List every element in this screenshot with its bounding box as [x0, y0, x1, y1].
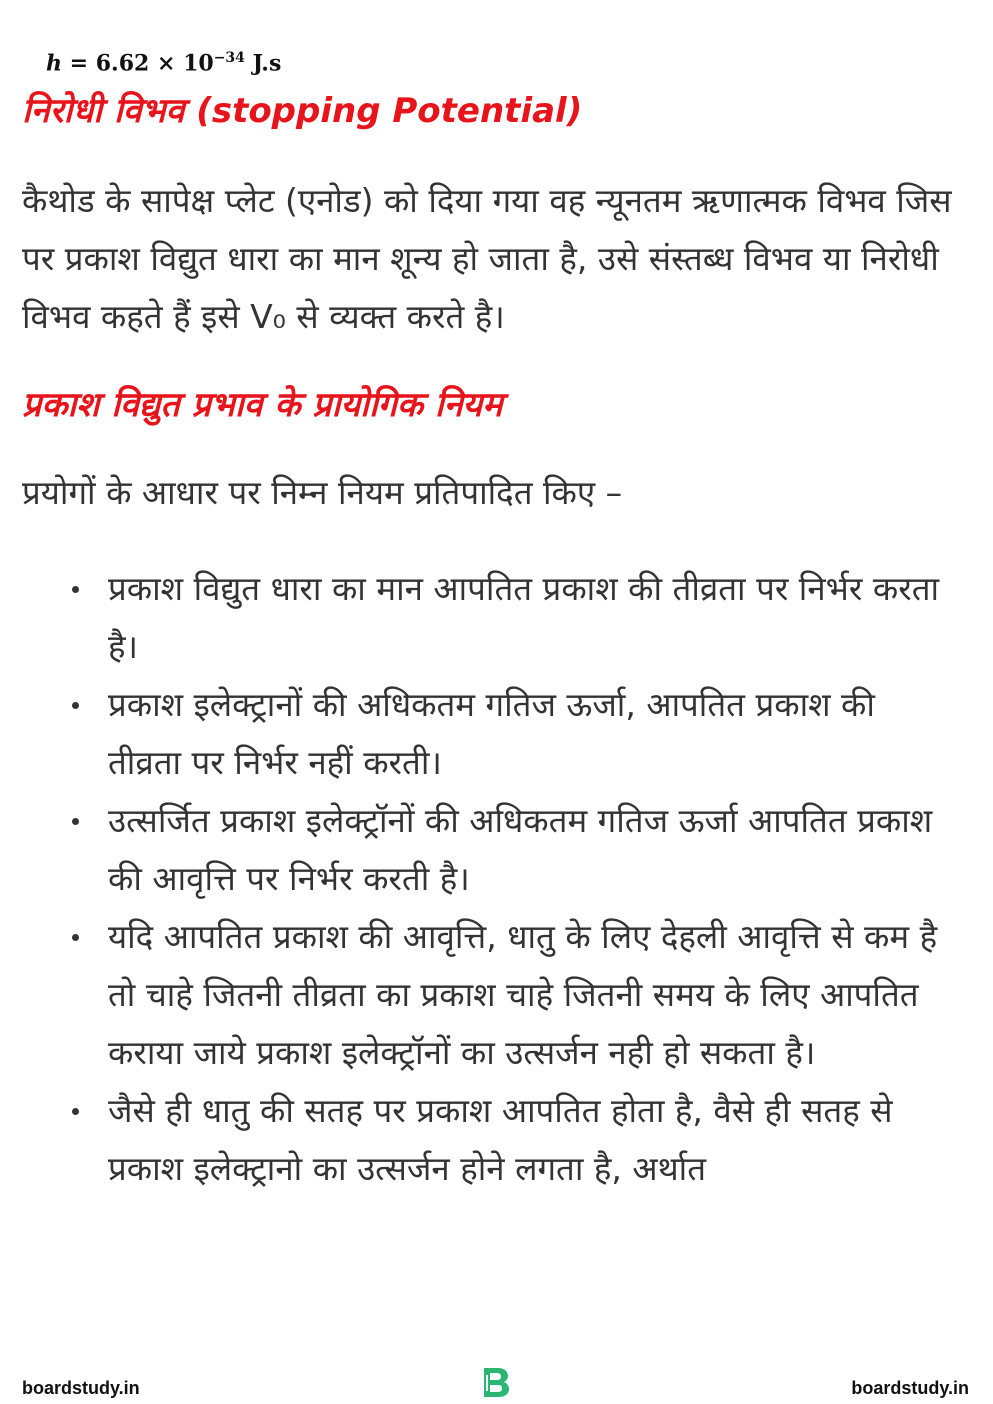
list-item	[0, 676, 948, 792]
experimental-laws-intro: प्रयोगों के आधार पर निम्न नियम प्रतिपादित किए –	[22, 473, 623, 512]
formula-variable: h	[46, 50, 62, 77]
boardstudy-logo-icon	[481, 1366, 511, 1398]
list-item-text: उत्सर्जित प्रकाश इलेक्ट्रॉनों की अधिकतम गतिज ऊर्जा आपतित प्रकाश की आवृत्ति पर निर्भर करती है।	[108, 801, 933, 898]
list-item	[0, 792, 948, 908]
formula-unit: J.s	[244, 50, 282, 77]
stopping-potential-heading: निरोधी विभव (stopping Potential)	[22, 91, 583, 131]
formula-exponent: −34	[213, 50, 245, 66]
list-item-text: यदि आपतित प्रकाश की आवृत्ति, धातु के लिए देहली आवृत्ति से कम है तो चाहे जितनी तीव्रता का प्रकाश चाहे जितनी समय के लिए आपतित कराया जाये प्रकाश इलेक्ट्रॉनों का उत्सर्जन नही हो सकता है।	[108, 917, 938, 1072]
list-item	[0, 560, 948, 676]
experimental-laws-list	[0, 560, 993, 1198]
bullet-dot-icon	[72, 586, 79, 593]
list-item	[0, 1082, 948, 1198]
stopping-potential-paragraph: कैथोड के सापेक्ष प्लेट (एनोड) को दिया गया वह न्यूनतम ऋणात्मक विभव जिस पर प्रकाश विद्युत धारा का मान शून्य हो जाता है, उसे संस्तब्ध विभव या निरोधी विभव कहते हैं इसे V₀ से व्यक्त करते है।	[22, 181, 952, 336]
list-item-text: प्रकाश विद्युत धारा का मान आपतित प्रकाश की तीव्रता पर निर्भर करता है।	[108, 569, 940, 666]
planck-constant-formula	[46, 50, 281, 76]
list-item-text: जैसे ही धातु की सतह पर प्रकाश आपतित होता है, वैसे ही सतह से प्रकाश इलेक्ट्रानो का उत्सर्जन होने लगता है, अर्थात	[108, 1091, 893, 1188]
experimental-laws-heading: प्रकाश विद्युत प्रभाव के प्रायोगिक नियम	[22, 385, 503, 425]
formula-value: = 6.62 × 10	[62, 50, 214, 77]
bullet-dot-icon	[72, 934, 79, 941]
bullet-dot-icon	[72, 702, 79, 709]
footer-site-left[interactable]: boardstudy.in	[22, 1378, 140, 1398]
list-item-text: प्रकाश इलेक्ट्रानों की अधिकतम गतिज ऊर्जा, आपतित प्रकाश की तीव्रता पर निर्भर नहीं करती।	[108, 685, 875, 782]
bullet-dot-icon	[72, 818, 79, 825]
footer-site-right[interactable]: boardstudy.in	[851, 1378, 969, 1398]
list-item	[0, 908, 948, 1082]
bullet-dot-icon	[72, 1108, 79, 1115]
